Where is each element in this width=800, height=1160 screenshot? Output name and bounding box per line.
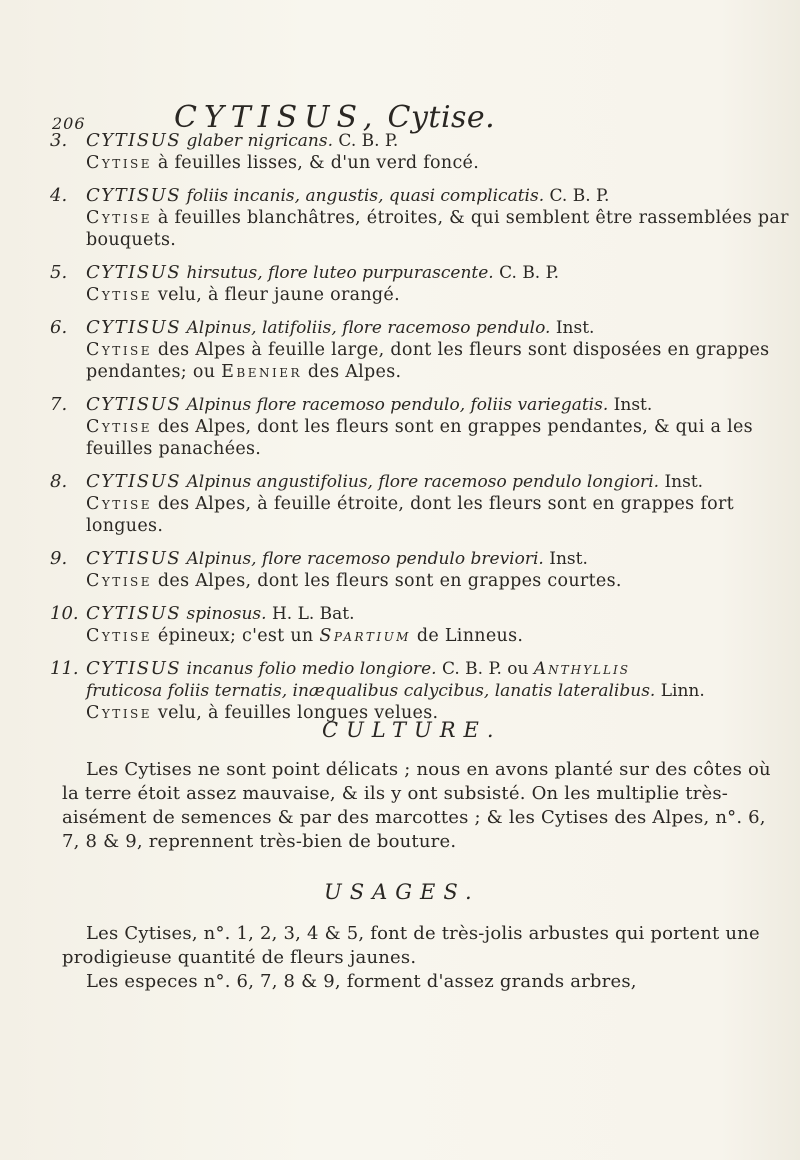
latin-synonym-genus: Anthyllis	[533, 659, 630, 679]
running-title-french: Cytise.	[387, 100, 496, 135]
culture-text: Les Cytises ne sont point délicats ; nous en avons planté sur des côtes où la terre étoit assez mauvaise, & ils y ont subsisté. On les multiplie très-aisément de semences & par des marcottes ; & les Cytises des Alpes, n°. 6, 7, 8 & 9, reprennent très-bien de bouture.	[62, 759, 771, 852]
authority: C. B. P.	[499, 263, 560, 283]
latin-name-continued	[86, 680, 790, 702]
latin-genus: CYTISUS	[86, 185, 182, 206]
latin-name	[86, 658, 790, 680]
entry-number: 7.	[50, 394, 68, 415]
latin-genus: CYTISUS	[86, 394, 182, 415]
usages-heading: USAGES.	[324, 880, 480, 904]
french-text-end: de Linneus.	[416, 626, 524, 646]
latin-genus: CYTISUS	[86, 603, 182, 624]
french-description	[86, 152, 790, 174]
species-entry	[50, 130, 790, 174]
french-description	[86, 284, 790, 306]
latin-genus: CYTISUS	[86, 658, 182, 679]
species-entry	[50, 185, 790, 251]
latin-epithet: glaber nigricans.	[186, 131, 334, 151]
authority: C. B. P. ou	[441, 659, 529, 679]
page-number: 206	[52, 114, 86, 133]
species-entry	[50, 548, 790, 592]
french-description	[86, 339, 790, 383]
entry-number: 4.	[50, 185, 68, 206]
authority: C. B. P.	[549, 186, 610, 206]
french-text: des Alpes, dont les fleurs sont en grappes pendantes, & qui a les feuilles panachées.	[86, 417, 753, 459]
latin-name	[86, 262, 790, 284]
latin-name	[86, 471, 790, 493]
species-list	[50, 130, 790, 735]
entry-number: 3.	[50, 130, 68, 151]
species-entry	[50, 603, 790, 647]
french-common-name: Ebenier	[221, 362, 303, 382]
authority-2: Linn.	[660, 681, 705, 701]
french-text: velu, à fleur jaune orangé.	[157, 285, 400, 305]
latin-genus: CYTISUS	[86, 317, 182, 338]
french-genus: Cytise	[86, 703, 153, 723]
running-title-latin: CYTISUS,	[174, 100, 380, 135]
french-description	[86, 416, 790, 460]
authority: C. B. P.	[338, 131, 399, 151]
french-genus: Cytise	[86, 208, 153, 228]
latin-genus: CYTISUS	[86, 548, 182, 569]
species-entry	[50, 262, 790, 306]
entry-number: 11.	[50, 658, 79, 679]
latin-genus: CYTISUS	[86, 130, 182, 151]
latin-epithet: spinosus.	[186, 604, 267, 624]
usages-text-2: Les especes n°. 6, 7, 8 & 9, forment d'assez grands arbres,	[86, 971, 637, 992]
french-genus: Cytise	[86, 571, 153, 591]
authority: Inst.	[549, 549, 588, 569]
french-genus: Cytise	[86, 494, 153, 514]
culture-heading: CULTURE.	[322, 718, 502, 742]
french-genus: Cytise	[86, 285, 153, 305]
latin-epithet: foliis incanis, angustis, quasi complicatis.	[186, 186, 545, 206]
authority: Inst.	[555, 318, 595, 338]
species-entry	[50, 394, 790, 460]
entry-number: 5.	[50, 262, 68, 283]
authority: H. L. Bat.	[271, 604, 355, 624]
french-genus: Cytise	[86, 417, 153, 437]
entry-number: 8.	[50, 471, 68, 492]
latin-synonym: fruticosa foliis ternatis, inæqualibus calycibus, lanatis lateralibus.	[86, 681, 656, 701]
species-entry	[50, 658, 790, 724]
french-text: velu, à feuilles longues velues.	[157, 703, 439, 723]
latin-name	[86, 130, 790, 152]
entry-number: 6.	[50, 317, 68, 338]
french-text: à feuilles lisses, & d'un verd foncé.	[157, 153, 480, 173]
latin-epithet: Alpinus, latifoliis, flore racemoso pendulo.	[186, 318, 551, 338]
entry-number: 10.	[50, 603, 79, 624]
latin-epithet: Alpinus, flore racemoso pendulo breviori.	[186, 549, 544, 569]
french-latin-ref: Spartium	[319, 626, 411, 646]
french-description	[86, 207, 790, 251]
entry-number: 9.	[50, 548, 68, 569]
latin-epithet: Alpinus flore racemoso pendulo, foliis variegatis.	[186, 395, 609, 415]
latin-genus: CYTISUS	[86, 262, 182, 283]
latin-epithet: hirsutus, flore luteo purpurascente.	[186, 263, 494, 283]
french-text-end: des Alpes.	[307, 362, 402, 382]
french-text: des Alpes, à feuille étroite, dont les fleurs sont en grappes fort longues.	[86, 494, 734, 536]
latin-name	[86, 317, 790, 339]
french-genus: Cytise	[86, 153, 153, 173]
usages-paragraph	[62, 922, 780, 994]
latin-epithet: Alpinus angustifolius, flore racemoso pendulo longiori.	[186, 472, 660, 492]
latin-name	[86, 603, 790, 625]
french-genus: Cytise	[86, 340, 153, 360]
french-text: épineux; c'est un	[157, 626, 314, 646]
latin-name	[86, 185, 790, 207]
french-description	[86, 493, 790, 537]
french-description	[86, 625, 790, 647]
authority: Inst.	[664, 472, 704, 492]
authority: Inst.	[613, 395, 653, 415]
latin-epithet: incanus folio medio longiore.	[186, 659, 437, 679]
species-entry	[50, 317, 790, 383]
latin-name	[86, 394, 790, 416]
species-entry	[50, 471, 790, 537]
french-description	[86, 570, 790, 592]
usages-text-1: Les Cytises, n°. 1, 2, 3, 4 & 5, font de très-jolis arbustes qui portent une prodigieuse quantité de fleurs jaunes.	[62, 923, 760, 968]
culture-paragraph	[62, 758, 780, 854]
latin-name	[86, 548, 790, 570]
french-genus: Cytise	[86, 626, 153, 646]
latin-genus: CYTISUS	[86, 471, 182, 492]
french-text: des Alpes à feuille large, dont les fleurs sont disposées en grappes pendantes; ou	[86, 340, 770, 382]
french-text: à feuilles blanchâtres, étroites, & qui semblent être rassemblées par bouquets.	[86, 208, 789, 250]
french-text: des Alpes, dont les fleurs sont en grappes courtes.	[157, 571, 622, 591]
